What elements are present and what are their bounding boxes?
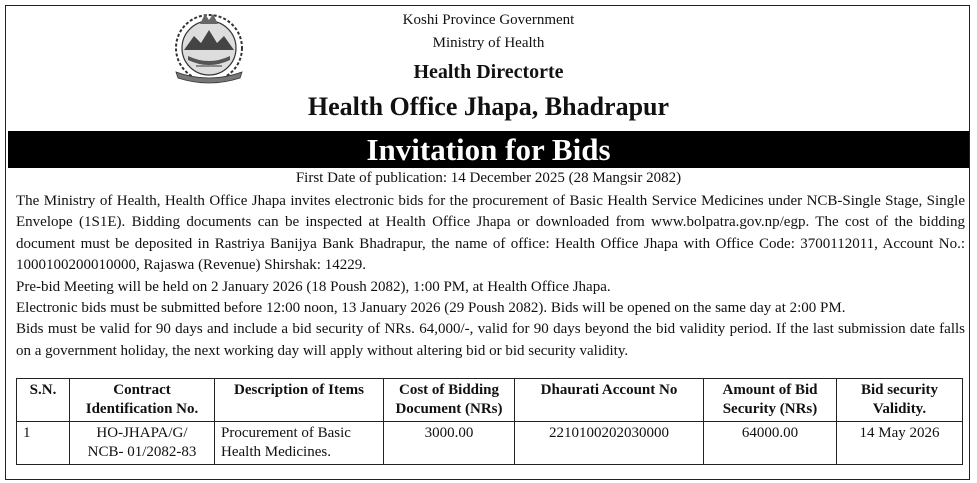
header-amount: Amount of Bid Security (NRs) (704, 379, 837, 422)
cell-sn: 1 (17, 422, 70, 465)
cell-amount: 64000.00 (704, 422, 837, 465)
cell-account: 2210100202030000 (515, 422, 704, 465)
header-description: Description of Items (215, 379, 384, 422)
header-account: Dhaurati Account No (515, 379, 704, 422)
table-header-row (17, 379, 963, 422)
notice-body (16, 191, 965, 362)
directorate-name: Health Directorte (413, 61, 564, 83)
bid-invitation-paragraph: The Ministry of Health, Health Office Jhapa invites electronic bids for the procurement of Basic Health Service Medicines under NCB-Single Stage, Single Envelope (1S1E). Bidding documents can be inspected at Health Office Jhapa or downloaded from www.bolpatra.gov.np/egp. The cost of the bidding document must be deposited in Rastriya Banijya Bank Bhadrapur, the name of office: Health Office Jhapa with Office Code: 3700112011, Account No.: 1000100200010000, Rajaswa (Revenue) Shirshak: 14229. (16, 193, 965, 274)
header-validity: Bid security Validity. (837, 379, 963, 422)
office-name: Health Office Jhapa, Bhadrapur (307, 92, 670, 121)
bid-validity-paragraph: Bids must be valid for 90 days and include a bid security of NRs. 64,000/-, valid for 90 days beyond the bid validity period. If the last submission date falls on a government holiday, the next working day will apply without altering bid or bid security validity. (16, 321, 965, 359)
ministry-name: Ministry of Health (432, 35, 545, 51)
publication-date: First Date of publication: 14 December 2025 (28 Mangsir 2082) (295, 170, 682, 186)
submission-deadline-paragraph: Electronic bids must be submitted before 12:00 noon, 13 January 2026 (29 Poush 2082). Bids will be opened on the same day at 2:00 PM. (16, 300, 846, 317)
bid-details-table (16, 378, 963, 465)
header-sn: S.N. (17, 379, 70, 422)
cell-cost: 3000.00 (384, 422, 515, 465)
cell-validity: 14 May 2026 (837, 422, 963, 465)
prebid-meeting-paragraph: Pre-bid Meeting will be held on 2 January 2026 (18 Poush 2082), 1:00 PM, at Health Office Jhapa. (16, 278, 611, 295)
header-cost: Cost of Bidding Document (NRs) (384, 379, 515, 422)
header-contract-id: Contract Identification No. (70, 379, 215, 422)
cell-contract-id: HO-JHAPA/G/ NCB- 01/2082-83 (70, 422, 215, 465)
government-name: Koshi Province Government (402, 12, 575, 28)
table-row (17, 422, 963, 465)
notice-title-banner: Invitation for Bids (8, 131, 969, 168)
cell-description: Procurement of Basic Health Medicines. (215, 422, 384, 465)
